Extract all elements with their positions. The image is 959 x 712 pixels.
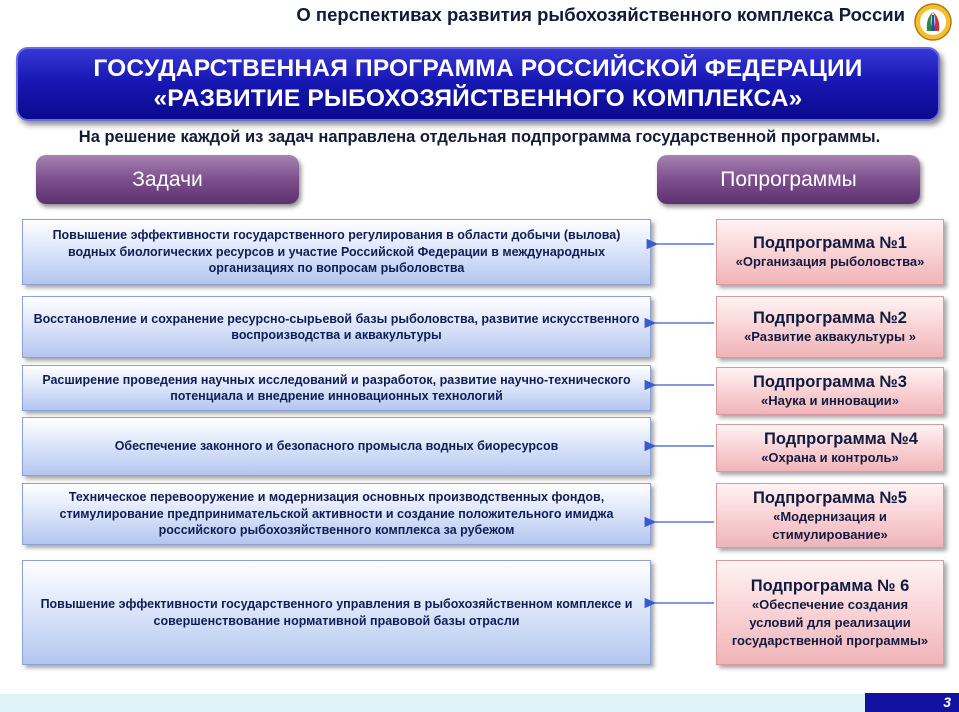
subprogram-card-3: [716, 367, 944, 415]
task-item-1: Повышение эффективности государственного регулирования в области добычи (вылова) водных биологических ресурсов и участие Российской Федерации в международных организациях по вопросам рыболовства: [22, 219, 651, 285]
task-item-3: Расширение проведения научных исследований и разработок, развитие научно-технического потенциала и внедрение инновационных технологий: [22, 365, 651, 411]
subprogram-card-2: [716, 296, 944, 358]
footer-bar: [0, 694, 959, 712]
page-number: 3: [865, 693, 959, 712]
subprogram-desc: «Охрана и контроль»: [761, 450, 899, 465]
subprogram-title: Подпрограмма №4: [764, 430, 918, 448]
subprogram-title: Подпрограмма №5: [753, 488, 907, 507]
task-item-6: Повышение эффективности государственного управления в рыбохозяйственном комплексе и совершенствование нормативной правовой базы отрасли: [22, 560, 651, 665]
subprogram-card-5: [716, 483, 944, 548]
subprogram-card-4: [716, 424, 944, 472]
subprogram-desc: «Модернизация и стимулирование»: [772, 508, 888, 542]
task-item-5: Техническое перевооружение и модернизация основных производственных фондов, стимулирование предпринимательской активности и создание положительного имиджа российского рыбохозяйственного комплекса за рубежом: [22, 483, 651, 545]
slide-header-title: О перспективах развития рыбохозяйственного комплекса России: [296, 4, 905, 25]
emblem-icon: [914, 3, 952, 41]
subprogram-desc: «Обеспечение создания условий для реализации государственной программы»: [731, 596, 929, 648]
subprogram-card-1: [716, 219, 944, 285]
task-item-2: Восстановление и сохранение ресурсно-сырьевой базы рыболовства, развитие искусственного воспроизводства и аквакультуры: [22, 296, 651, 358]
program-banner: [16, 47, 940, 121]
subprogram-title: Подпрограмма № 6: [750, 576, 910, 595]
subprogram-title: Подпрограмма №2: [753, 309, 907, 327]
subprograms-column-header: Попрограммы: [657, 155, 920, 204]
subtitle: На решение каждой из задач направлена отдельная подпрограмма государственной программы.: [78, 128, 881, 146]
subprogram-desc: «Организация рыболовства»: [735, 254, 925, 269]
subprogram-title: Подпрограмма №3: [753, 373, 907, 391]
subprogram-desc: «Развитие аквакультуры »: [744, 329, 916, 344]
task-item-4: Обеспечение законного и безопасного промысла водных биоресурсов: [22, 417, 651, 476]
banner-line-2: «РАЗВИТИЕ РЫБОХОЗЯЙСТВЕННОГО КОМПЛЕКСА»: [153, 85, 803, 112]
banner-line-1: ГОСУДАРСТВЕННАЯ ПРОГРАММА РОССИЙСКОЙ ФЕДЕРАЦИИ: [93, 55, 863, 82]
subprogram-desc: «Наука и инновации»: [761, 393, 899, 408]
tasks-column-header: Задачи: [36, 155, 299, 204]
subprogram-title: Подпрограмма №1: [753, 234, 907, 252]
subprogram-card-6: [716, 560, 944, 665]
